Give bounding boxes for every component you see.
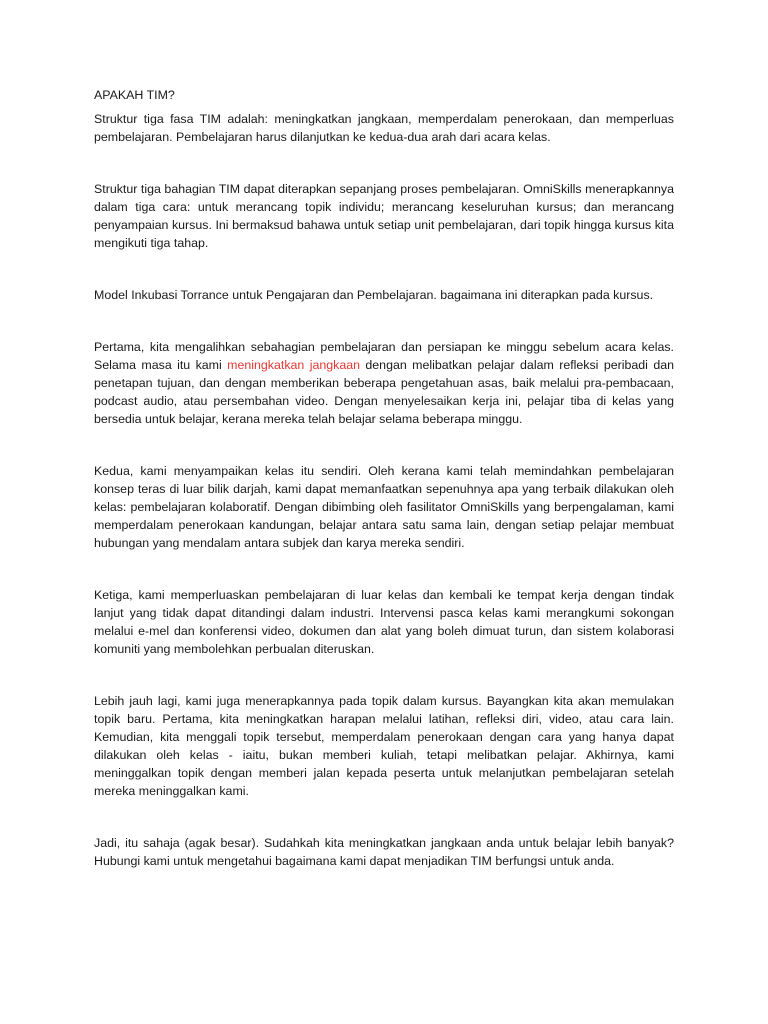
paragraph-5: Kedua, kami menyampaikan kelas itu sendiri. Oleh kerana kami telah memindahkan pembelajaran konsep teras di luar bilik darjah, kami dapat memanfaatkan sepenuhnya apa yang terbaik dilakukan oleh kelas: pembelajaran kolaboratif. Dengan dibimbing oleh fasilitator OmniSkills yang berpengalaman, kami memperdalam penerokaan kandungan, belajar antara satu sama lain, dengan setiap pelajar membuat hubungan yang mendalam antara subjek dan karya mereka sendiri. [94,464,674,550]
paragraph-spacer [94,658,674,692]
paragraph-4 [94,338,674,428]
paragraph-7: Lebih jauh lagi, kami juga menerapkannya pada topik dalam kursus. Bayangkan kita akan memulakan topik baru. Pertama, kita meningkatkan harapan melalui latihan, refleksi diri, video, atau cara lain. Kemudian, kita menggali topik tersebut, memperdalam penerokaan dengan cara yang hanya dapat dilakukan oleh kelas - iaitu, bukan memberi kuliah, tetapi melibatkan pelajar. Akhirnya, kami meninggalkan topik dengan memberi jalan kepada peserta untuk melanjutkan pembelajaran setelah mereka meninggalkan kami. [94,694,674,798]
paragraph-spacer [94,552,674,586]
document-page [94,86,674,870]
paragraph-6: Ketiga, kami memperluaskan pembelajaran di luar kelas dan kembali ke tempat kerja dengan tindak lanjut yang tidak dapat ditandingi dalam industri. Intervensi pasca kelas kami merangkumi sokongan melalui e-mel dan konferensi video, dokumen dan alat yang boleh dimuat turun, dan sistem kolaborasi komuniti yang membolehkan perbualan diteruskan. [94,588,674,656]
paragraph-4-text-start: Pertama, kita mengalihkan sebahagian pembelajaran dan persiapan ke minggu sebelum acara kelas. Selama masa itu kami [94,340,674,372]
paragraph-8: Jadi, itu sahaja (agak besar). Sudahkah kita meningkatkan jangkaan anda untuk belajar lebih banyak? Hubungi kami untuk mengetahui bagaimana kami dapat menjadikan TIM berfungsi untuk anda. [94,836,674,868]
paragraph-spacer [94,304,674,338]
highlighted-phrase: meningkatkan jangkaan [227,358,360,372]
paragraph-1: Struktur tiga fasa TIM adalah: meningkatkan jangkaan, memperdalam penerokaan, dan memperluas pembelajaran. Pembelajaran harus dilanjutkan ke kedua-dua arah dari acara kelas. [94,112,674,144]
paragraph-4-text-end: dengan melibatkan pelajar dalam refleksi peribadi dan penetapan tujuan, dan dengan memberikan beberapa pengetahuan asas, baik melalui pra-pembacaan, podcast audio, atau persembahan video. Dengan menyelesaikan kerja ini, pelajar tiba di kelas yang bersedia untuk belajar, kerana mereka telah belajar selama beberapa minggu. [94,358,674,426]
paragraph-spacer [94,146,674,180]
paragraph-spacer [94,252,674,286]
document-title: APAKAH TIM? [94,88,175,102]
paragraph-spacer [94,800,674,834]
paragraph-2: Struktur tiga bahagian TIM dapat diterapkan sepanjang proses pembelajaran. OmniSkills menerapkannya dalam tiga cara: untuk merancang topik individu; merancang keseluruhan kursus; dan merancang penyampaian kursus. Ini bermaksud bahawa untuk setiap unit pembelajaran, dari topik hingga kursus kita mengikuti tiga tahap. [94,182,674,250]
paragraph-spacer [94,428,674,462]
paragraph-3: Model Inkubasi Torrance untuk Pengajaran dan Pembelajaran. bagaimana ini diterapkan pada kursus. [94,288,654,302]
